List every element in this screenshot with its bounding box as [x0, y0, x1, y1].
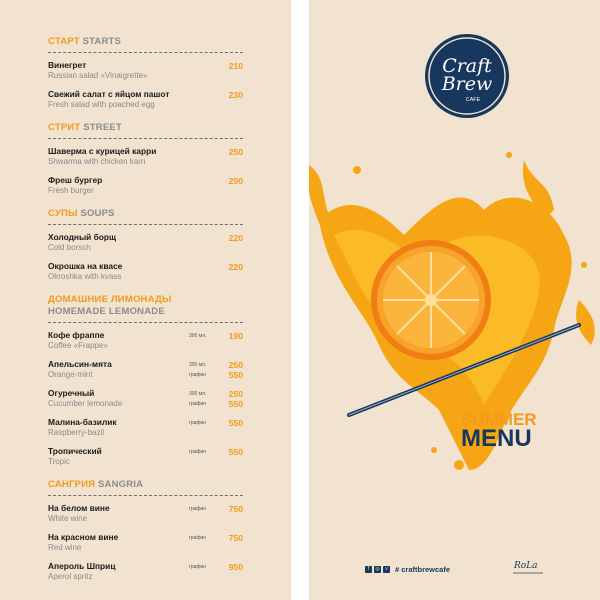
item-price: 250	[228, 389, 243, 399]
item-name-ru: Малина-базилик	[48, 417, 117, 427]
item-name-ru: Тропический	[48, 446, 102, 456]
item-name-en: White wine	[48, 514, 88, 523]
section-title-ru: САНГРИЯ	[48, 479, 96, 490]
facebook-icon[interactable]: f	[365, 566, 372, 573]
item-name-en: Fresh salad with poached egg	[48, 100, 155, 109]
menu-left-page	[0, 0, 291, 600]
item-name-ru: Апельсин-мята	[48, 359, 112, 369]
item-price: 550	[228, 447, 243, 457]
item-name-en: Shwarma with chicken karri	[48, 157, 146, 166]
item-name-ru: Кофе фраппе	[48, 330, 105, 340]
item-volume: графин	[189, 535, 207, 541]
item-name-ru: Окрошка на квасе	[48, 261, 123, 271]
item-price: 250	[228, 147, 243, 157]
menu-section	[48, 208, 243, 282]
section-title-ru: СТРИТ	[48, 122, 81, 133]
item-name-ru: Апероль Шприц	[48, 561, 116, 571]
section-title	[48, 122, 243, 134]
menu-item	[48, 146, 243, 167]
item-name-en: Cucumber lemonade	[48, 399, 123, 408]
item-name-ru: Свежий салат с яйцом пашот	[48, 89, 170, 99]
section-title-en: HOMEMADE LEMONADE	[48, 306, 165, 317]
item-price: 750	[228, 533, 243, 543]
item-name-en: Coffee «Frappe»	[48, 341, 108, 350]
item-volume: 300 мл.	[189, 362, 207, 368]
social-links	[365, 565, 450, 574]
menu-title: MENU	[461, 425, 532, 452]
item-name-en: Tropic	[48, 457, 70, 466]
item-name-ru: Огуречный	[48, 388, 95, 398]
item-price: 950	[228, 562, 243, 572]
menu-list	[48, 36, 243, 594]
section-title	[48, 208, 243, 220]
orange-juice-splash-image	[309, 140, 600, 480]
hashtag: # craftbrewcafe	[395, 565, 451, 574]
menu-item	[48, 175, 243, 196]
item-volume: 300 мл.	[189, 333, 207, 339]
designer-logo: RoLa	[514, 561, 538, 571]
logo-line3: CAFE	[465, 97, 481, 103]
item-price: 210	[228, 61, 243, 71]
item-price: 550	[228, 418, 243, 428]
item-name-ru: Холодный борщ	[48, 232, 117, 242]
section-title-en: STARTS	[82, 36, 122, 47]
menu-item	[48, 60, 243, 81]
menu-section	[48, 36, 243, 110]
section-title-ru: СТАРТ	[48, 36, 80, 47]
item-name-en: Fresh burger	[48, 186, 94, 195]
designer-logo-underline	[513, 572, 543, 574]
menu-item	[48, 359, 243, 380]
item-volume: графин	[189, 372, 207, 378]
menu-section	[48, 479, 243, 582]
summer-title: SUMMER	[461, 410, 537, 429]
menu-item	[48, 503, 243, 524]
item-name-ru: Винегрет	[48, 60, 87, 70]
section-divider	[48, 224, 243, 225]
item-name-ru: Шаверма с курицей карри	[48, 146, 157, 156]
menu-item	[48, 561, 243, 582]
item-price: 550	[228, 399, 243, 409]
menu-item	[48, 446, 243, 467]
section-title-ru: ДОМАШНИЕ ЛИМОНАДЫ	[48, 294, 172, 305]
item-volume: графин	[189, 506, 207, 512]
item-volume: графин	[189, 449, 207, 455]
item-name-en: Russian salad «Vinaigrette»	[48, 71, 148, 80]
item-price: 230	[228, 90, 243, 100]
section-title	[48, 36, 243, 48]
section-divider	[48, 52, 243, 53]
item-price: 250	[228, 360, 243, 370]
section-title	[48, 479, 243, 491]
menu-item	[48, 89, 243, 110]
section-title-en: SANGRIA	[97, 479, 144, 490]
item-volume: графин	[189, 564, 207, 570]
item-volume: 300 мл.	[189, 391, 207, 397]
item-name-ru: На белом вине	[48, 503, 110, 513]
item-name-ru: Фреш бургер	[48, 175, 103, 185]
item-price: 290	[228, 176, 243, 186]
item-name-en: Cold borsch	[48, 243, 91, 252]
vk-icon[interactable]: v	[383, 566, 390, 573]
item-price: 220	[228, 233, 243, 243]
menu-item	[48, 261, 243, 282]
item-price: 750	[228, 504, 243, 514]
section-divider	[48, 138, 243, 139]
menu-section	[48, 122, 243, 196]
menu-item	[48, 232, 243, 253]
item-volume: графин	[189, 420, 207, 426]
item-price: 220	[228, 262, 243, 272]
section-title	[48, 294, 243, 318]
logo-line1: Craft	[442, 55, 492, 77]
item-name-en: Okroshka with kvass	[48, 272, 122, 281]
logo-line2: Brew	[441, 73, 493, 95]
section-divider	[48, 495, 243, 496]
menu-item	[48, 532, 243, 553]
item-price: 190	[228, 331, 243, 341]
menu-section	[48, 294, 243, 467]
item-name-en: Aperol spritz	[48, 572, 93, 581]
menu-cover-page	[309, 0, 600, 600]
item-volume: графин	[189, 401, 207, 407]
item-name-en: Red wine	[48, 543, 82, 552]
menu-item	[48, 417, 243, 438]
section-title-en: STREET	[83, 122, 122, 133]
instagram-icon[interactable]: ◎	[375, 566, 380, 572]
section-divider	[48, 322, 243, 323]
section-title-ru: СУПЫ	[48, 208, 78, 219]
menu-item	[48, 330, 243, 351]
item-price: 550	[228, 370, 243, 380]
craft-brew-logo	[425, 34, 509, 118]
item-name-ru: На красном вине	[48, 532, 119, 542]
section-title-en: SOUPS	[80, 208, 115, 219]
menu-item	[48, 388, 243, 409]
item-name-en: Orange-mint	[48, 370, 93, 379]
item-name-en: Raspberry-bazil	[48, 428, 105, 437]
